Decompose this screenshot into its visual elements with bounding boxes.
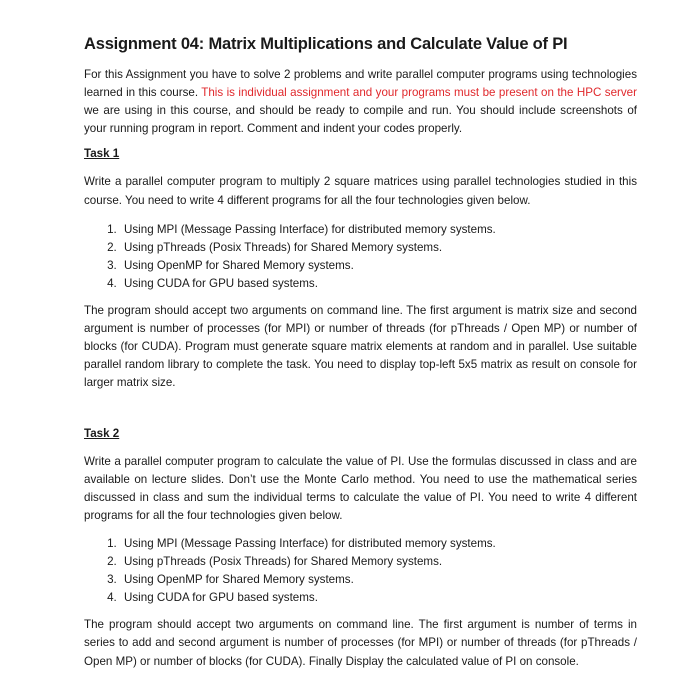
list-item: 4. Using CUDA for GPU based systems. [120, 589, 637, 607]
document-title: Assignment 04: Matrix Multiplications and Calculate Value of PI [84, 35, 568, 53]
list-item: 4. Using CUDA for GPU based systems. [120, 275, 637, 293]
task2-description: Write a parallel computer program to calculate the value of PI. Use the formulas discussed in class and are available on lecture slides. Don’t use the Monte Carlo method. You need to use the mathematical series discussed in class and sum the individual terms to calculate the value of PI. You need to write 4 different programs for all the four technologies given below. [84, 454, 637, 522]
list-item: 2. Using pThreads (Posix Threads) for Shared Memory systems. [120, 239, 637, 257]
list-item: 3. Using OpenMP for Shared Memory systems. [120, 571, 637, 589]
intro-text-end: we are using in this course, and should be ready to compile and run. You should include screenshots of your running program in report. Comment and indent your codes properly. [84, 104, 637, 136]
task1-description: Write a parallel computer program to multiply 2 square matrices using parallel technologies studied in this course. You need to write 4 different programs for all the four technologies given below. [84, 175, 637, 207]
document-page [84, 33, 637, 671]
list-item: 1. Using MPI (Message Passing Interface) for distributed memory systems. [120, 221, 637, 239]
list-item: 2. Using pThreads (Posix Threads) for Shared Memory systems. [120, 553, 637, 571]
list-item: 1. Using MPI (Message Passing Interface) for distributed memory systems. [120, 535, 637, 553]
task1-details: The program should accept two arguments on command line. The first argument is matrix size and second argument is number of processes (for MPI) or number of threads (for pThreads / Open MP) or number of blocks (for CUDA). Program must generate square matrix elements at random and in parallel. Use suitable parallel random library to complete the task. You need to display top-left 5x5 matrix as result on console for larger matrix size. [84, 304, 637, 390]
list-item: 3. Using OpenMP for Shared Memory systems. [120, 257, 637, 275]
intro-text: For this Assignment you have to solve 2 problems and write parallel computer programs using technologies learned in this course. [84, 68, 637, 100]
task1-heading: Task 1 [84, 147, 120, 161]
intro-paragraph [84, 66, 637, 138]
intro-highlight: This is individual assignment and your programs must be present on the HPC server [201, 86, 637, 100]
task2-list [84, 535, 637, 607]
task1-list [84, 221, 637, 293]
task2-heading: Task 2 [84, 426, 120, 440]
task2-details: The program should accept two arguments on command line. The first argument is number of terms in series to add and second argument is number of processes (for MPI) or number of threads (for pThreads / Open MP) or number of blocks (for CUDA). Finally Display the calculated value of PI on console. [84, 618, 637, 668]
